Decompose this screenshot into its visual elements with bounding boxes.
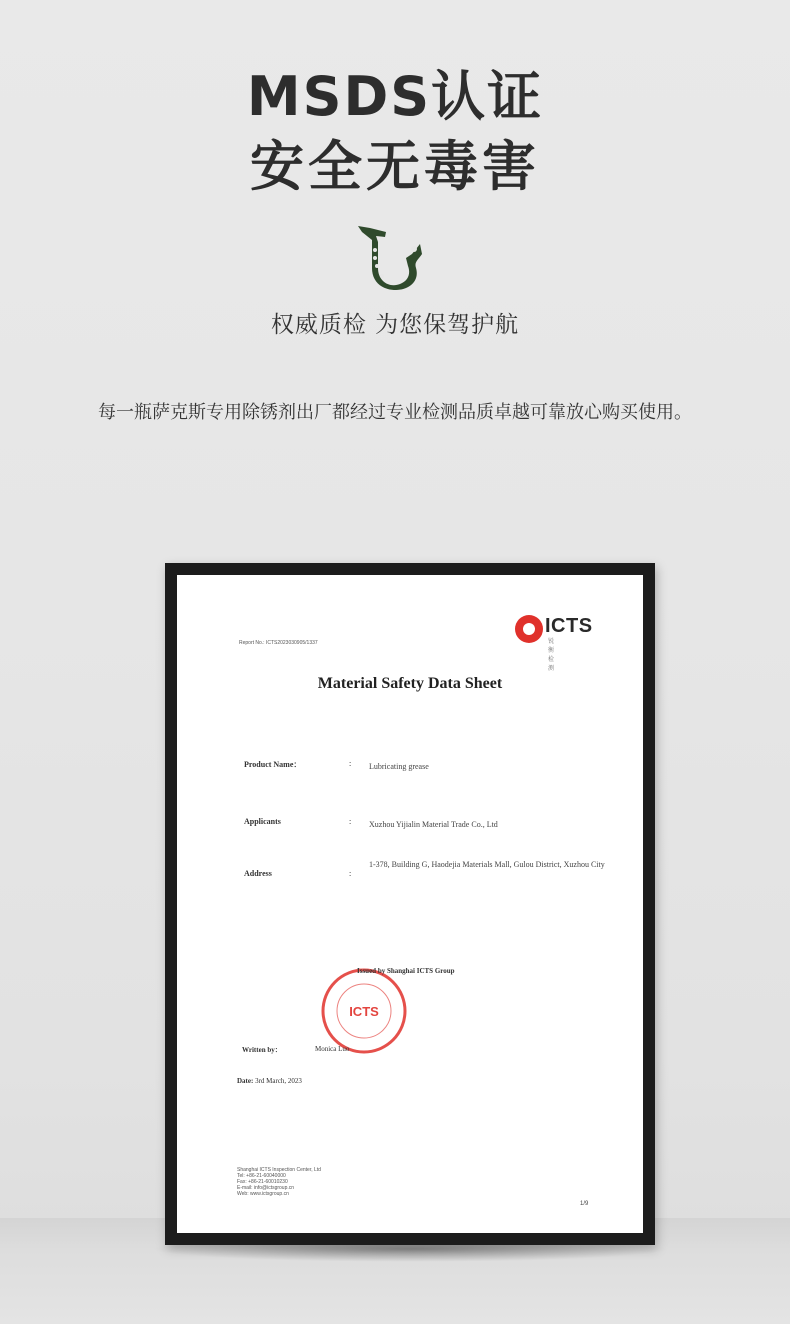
address-label: Address: [244, 869, 272, 878]
hero-title-line1: MSDS认证: [246, 65, 544, 128]
certificate-frame: [165, 563, 655, 1245]
applicant-colon: :: [349, 817, 352, 826]
seal-text: ICTS: [349, 1004, 379, 1019]
footer-line: E-mail: info@ictsgroup.cn: [237, 1185, 295, 1191]
applicant-value: Xuzhou Yijialin Material Trade Co., Ltd: [369, 820, 498, 829]
report-number: Report No.: ICTS2023030905/1337: [239, 640, 318, 646]
written-by-value: Monica Luo: [315, 1045, 350, 1053]
address-colon: :: [349, 869, 352, 878]
description: 每一瓶萨克斯专用除锈剂出厂都经过专业检测品质卓越可靠放心购买使用。: [98, 402, 692, 423]
product-name-value: Lubricating grease: [369, 762, 429, 771]
footer-contact: [237, 1167, 321, 1197]
product-name-colon: :: [349, 759, 352, 768]
issued-by: Issued by Shanghai ICTS Group: [357, 967, 455, 975]
official-seal-icon: [320, 967, 408, 1055]
product-name-label: Product Name：: [244, 760, 302, 769]
date-value: 3rd March, 2023: [255, 1077, 302, 1085]
footer-line: Shanghai ICTS Inspection Center, Ltd: [237, 1167, 321, 1173]
written-by-label: Written by：: [242, 1046, 282, 1054]
footer-line: Tel: +86-21-60040000: [237, 1173, 286, 1179]
icts-logo-text: ICTS: [545, 615, 593, 637]
document-title: Material Safety Data Sheet: [317, 675, 503, 692]
saxophone-icon: [356, 224, 422, 290]
address-value: 1-378, Building G, Haodejia Materials Mall, Gulou District, Xuzhou City: [369, 860, 605, 869]
footer-line: Fax: +86-21-60010230: [237, 1179, 288, 1185]
applicant-label: Applicants: [244, 817, 281, 826]
certificate-paper: [177, 575, 643, 1233]
hero-title-line2: 安全无毒害: [250, 135, 540, 198]
date-line: [237, 1077, 302, 1085]
date-label: Date:: [237, 1077, 254, 1085]
icts-logo-mark-icon: [515, 615, 543, 643]
page-number: 1/9: [580, 1201, 589, 1207]
icts-logo-subtext: 锐 衡 检 测: [548, 639, 557, 672]
footer-line: Web: www.ictsgroup.cn: [237, 1191, 289, 1197]
tagline: 权威质检 为您保驾护航: [270, 312, 520, 338]
